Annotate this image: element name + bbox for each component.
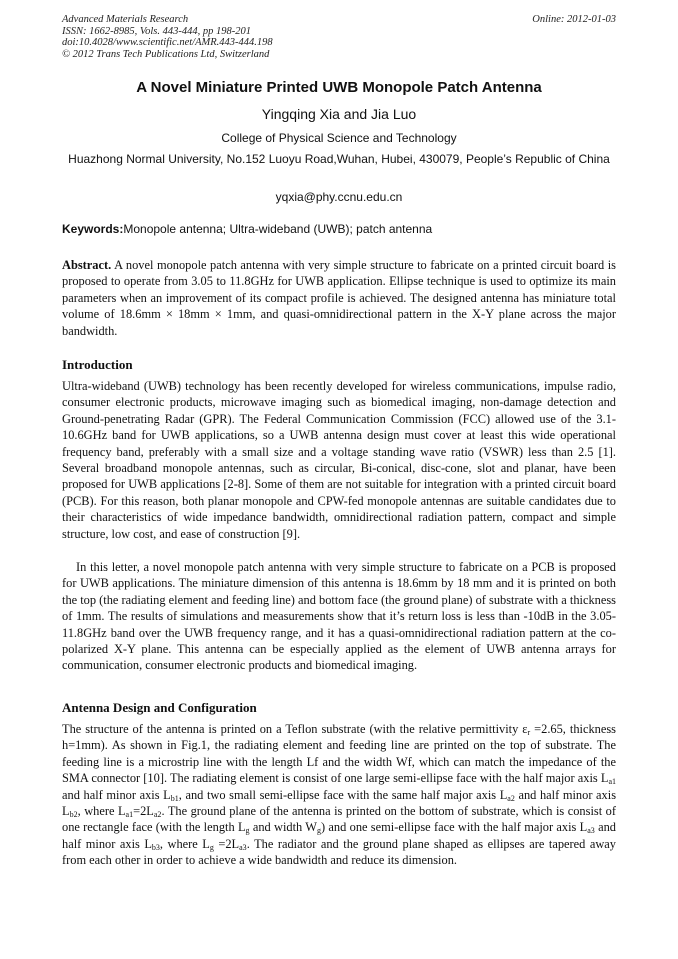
design-heading: Antenna Design and Configuration — [62, 700, 257, 715]
abstract-text: A novel monopole patch antenna with very simple structure to fabricate on a printed circuit board is proposed to operate from 3.05 to 11.8GHz for UWB application. Ellipse technique is used to optimize its main parameters when an improvement of its compact profile is achieved. The designed antenna has miniature total volume of 18.6mm × 18mm × 1mm, and quasi-omnidirectional pattern in the X-Y plane across the major bandwidth. — [62, 258, 616, 338]
paper-authors: Yingqing Xia and Jia Luo — [261, 106, 417, 122]
keywords-label: Keywords: — [62, 222, 124, 236]
online-date: Online: 2012-01-03 — [532, 14, 616, 25]
author-email: yqxia@phy.ccnu.edu.cn — [275, 190, 403, 204]
doi-line: doi:10.4028/www.scientific.net/AMR.443-444.198 — [62, 37, 273, 48]
abstract — [62, 257, 616, 339]
journal-name: Advanced Materials Research — [62, 14, 189, 25]
issn-line: ISSN: 1662-8985, Vols. 443-444, pp 198-201 — [62, 25, 251, 37]
affiliation-university: Huazhong Normal University, No.152 Luoyu Road,Wuhan, Hubei, 430079, People’s Republic of China — [68, 152, 610, 166]
introduction-paragraph-1: Ultra-wideband (UWB) technology has been recently developed for wireless communications, impulse radio, consumer electronic products, microwave imaging such as biomedical imaging, non-damage detection and Ground-penetrating Radar (GPR). The Federal Communication Commission (FCC) allowed use of the 3.1-10.6GHz band for UWB applications, so a UWB antenna design must cover at least this wide operational frequency band, preferably with a small size and a voltage standing wave ratio (VSWR) less than 2.5 [1]. Several broadband monopole antennas, such as circular, Bi-conical, disc-cone, slot and planar, have been proposed for UWB applications [2-8]. Some of them are not suitable for integration with a printed circuit board (PCB). For this reason, both planar monopole and CPW-fed monopole antennas are suitable candidates due to their characteristics of wide impedance bandwidth, omnidirectional radiation pattern, compact and simple structure, low cost, and ease of construction [9]. — [62, 379, 616, 541]
affiliation-college: College of Physical Science and Technology — [221, 131, 457, 145]
journal-header — [62, 14, 616, 60]
introduction-paragraph-2: In this letter, a novel monopole patch antenna with very simple structure to fabricate on a PCB is proposed for UWB applications. The miniature dimension of this antenna is 18.6mm by 18 mm and it is printed on both the top (the radiating element and feeding line) and bottom face (the ground plane) of substrate with a thickness of 1mm. The results of simulations and measurements show that it’s return loss is less than -10dB in the 3.05-11.8GHz band over the UWB frequency range, and it has a quasi-omnidirectional radiation pattern at the co-polarized X-Y plane. This antenna can be especially applied as the element of UWB antenna arrays for communication, consumer electronic products and biomedical imaging. — [62, 560, 616, 673]
design-paragraph: The structure of the antenna is printed on a Teflon substrate (with the relative permittivity $\varepsilon_r =2.65$, thickness h=1mm). As shown in Fig.1, the radiating element and feeding line are printed on the top of substrate. The feeding line is a microstrip line with the length Lf and the width Wf, which can match the impedance of the SMA connector [10]. The radiating element is consist of one large semi-ellipse face with the half major axis $L_{a1}$ and half minor axis $L_{b1}$, and two small semi-ellipse face with the same half major axis $L_{a2}$ and half minor axis $L_{b2}$, where $L_{a1}=2L_{a2}$. The ground plane of the antenna is printed on the bottom of substrate, which is consist of one rectangle face (with the length $L_g$ and width $W_g$) and one semi-ellipse face with the half major axis $L_{a3}$ and half minor axis $L_{b3}$, where $L_g =2L_{a3}$. The radiator and the ground plane shaped as ellipses are tapered away from each other in order to achieve a wide bandwidth and reduce its dimension. — [62, 722, 617, 868]
keywords-text: Monopole antenna; Ultra-wideband (UWB); patch antenna — [123, 222, 433, 236]
copyright-line: © 2012 Trans Tech Publications Ltd, Switzerland — [62, 48, 270, 60]
introduction-heading: Introduction — [62, 357, 133, 372]
paper-title: A Novel Miniature Printed UWB Monopole Patch Antenna — [136, 79, 542, 96]
abstract-label: Abstract. — [62, 258, 112, 272]
keywords — [62, 222, 616, 236]
